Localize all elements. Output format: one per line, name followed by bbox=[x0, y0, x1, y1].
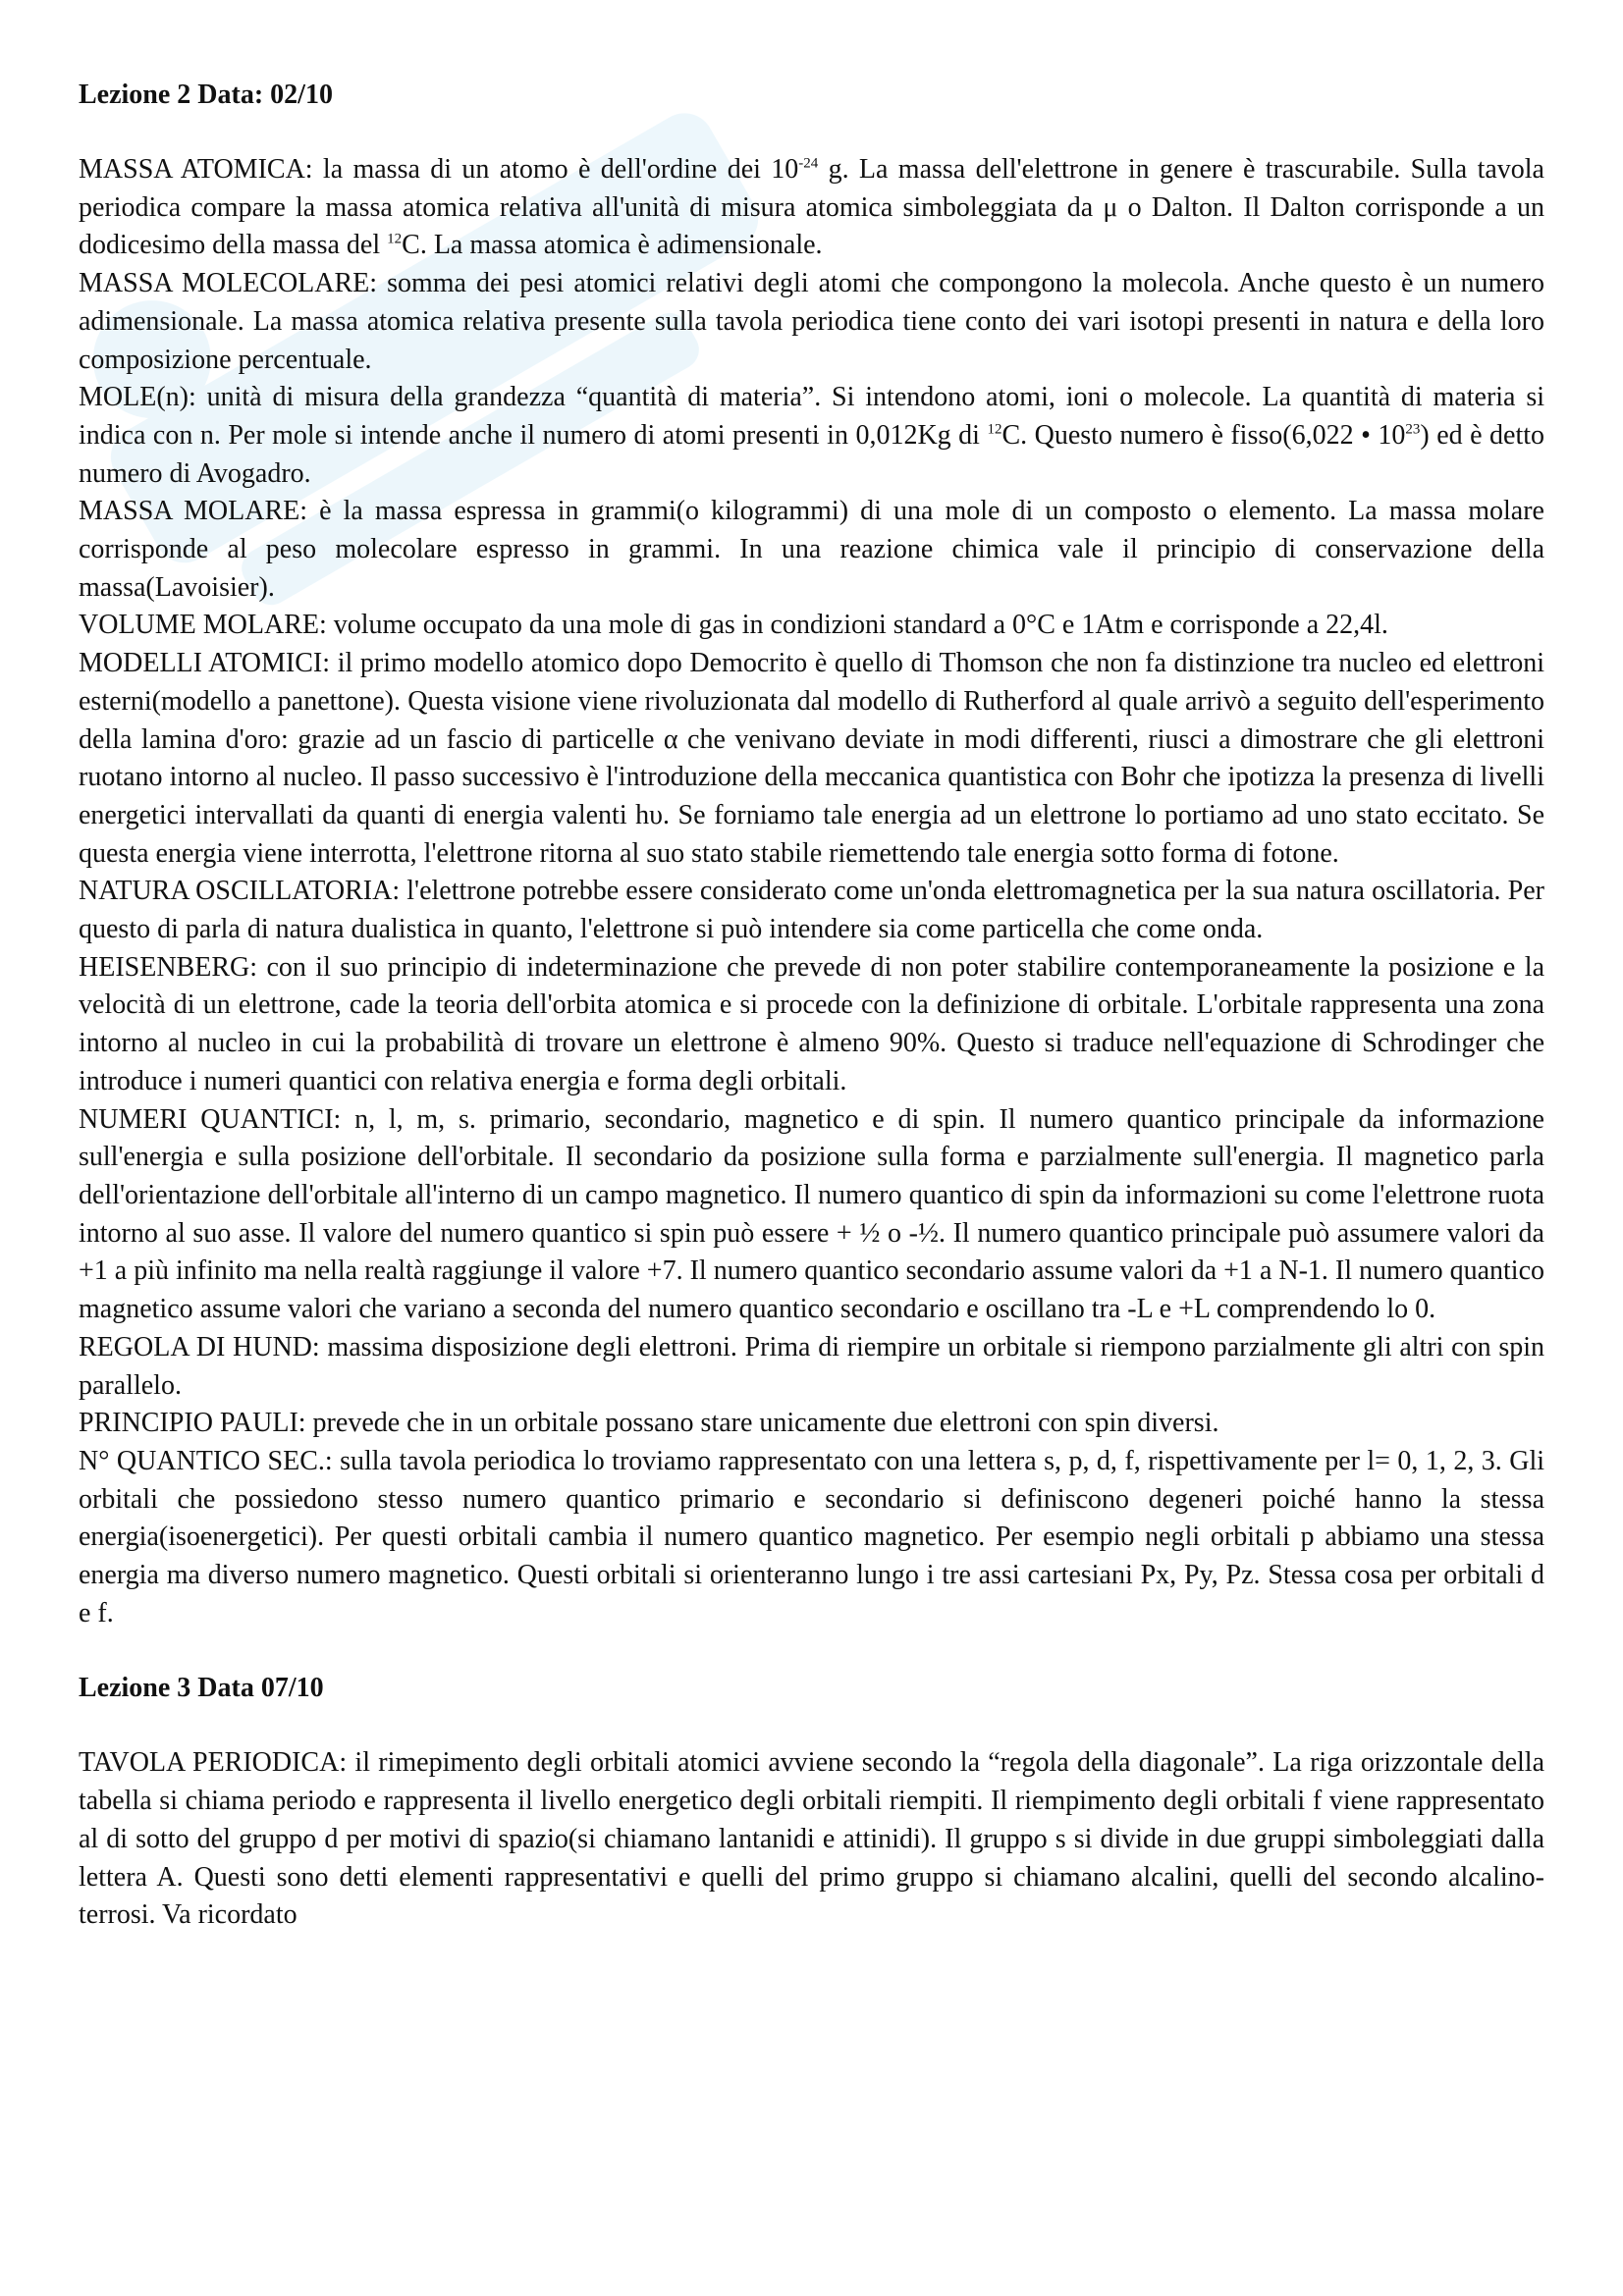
paragraph-massa-molecolare: MASSA MOLECOLARE: somma dei pesi atomici relativi degli atomi che compongono la molecola. Anche questo è un numero adimensionale. La massa atomica relativa presente sulla tavola periodica tiene conto dei vari isotopi presenti in natura e della loro composizione percentuale. bbox=[79, 268, 1544, 375]
paragraph-numeri-quantici: NUMERI QUANTICI: n, l, m, s. primario, secondario, magnetico e di spin. Il numero quantico principale da informazione sull'energia e sulla posizione dell'orbitale. Il secondario da posizione sulla forma e parzialmente sull'energia. Il magnetico parla dell'orientazione dell'orbitale all'interno di un campo magnetico. Il numero quantico di spin da informazioni su come l'elettrone ruota intorno al suo asse. Il valore del numero quantico si spin può essere + ½ o -½. Il numero quantico principale può assumere valori da +1 a più infinito ma nella realtà raggiunge il valore +7. Il numero quantico secondario assume valori da +1 a N-1. Il numero quantico magnetico assume valori che variano a seconda del numero quantico secondario e oscillano tra -L e +L comprendendo lo 0. bbox=[79, 1103, 1544, 1325]
paragraph-volume-molare: VOLUME MOLARE: volume occupato da una mole di gas in condizioni standard a 0°C e 1Atm e corrisponde a 22,4l. bbox=[79, 610, 1388, 641]
paragraph-principio-pauli: PRINCIPIO PAULI: prevede che in un orbitale possano stare unicamente due elettroni con spin diversi. bbox=[79, 1408, 1219, 1439]
paragraph-regola-hund: REGOLA DI HUND: massima disposizione degli elettroni. Prima di riempire un orbitale si riempono parzialmente gli altri con spin parallelo. bbox=[79, 1331, 1545, 1401]
term: NUMERI QUANTICI bbox=[79, 1103, 334, 1135]
document-page bbox=[79, 77, 1544, 1935]
lesson-heading: Lezione 2 Data: 02/10 bbox=[79, 80, 333, 110]
paragraph-quantico-sec: N° QUANTICO SEC.: sulla tavola periodica lo troviamo rappresentato con una lettera s, p, d, f, rispettivamente per l= 0, 1, 2, 3. Gli orbitali che possiedono stesso numero quantico primario e secondario si definiscono degeneri poiché hanno la stessa energia(isoenergetici). Per questi orbitali cambia il numero quantico magnetico. Per esempio negli orbitali p abbiamo una stessa energia ma diverso numero magnetico. Questi orbitali si orienteranno lungo i tre assi cartesiani Px, Py, Pz. Stessa cosa per orbitali d e f. bbox=[79, 1445, 1545, 1629]
lesson-heading: Lezione 3 Data 07/10 bbox=[79, 1673, 324, 1704]
paragraph-massa-atomica: MASSA ATOMICA: la massa di un atomo è dell'ordine dei $10^{-24}$ g. La massa dell'elettrone in genere è trascurabile. Sulla tavola periodica compare la massa atomica relativa all'unità di misura atomica simboleggiata da μ o Dalton. Il Dalton corrisponde a un dodicesimo della massa del $^{12}$C. La massa atomica è adimensionale. bbox=[79, 154, 1544, 261]
term: MASSA ATOMICA bbox=[79, 154, 305, 185]
term: PRINCIPIO PAULI bbox=[79, 1408, 298, 1439]
term: REGOLA DI HUND bbox=[79, 1331, 312, 1362]
term: NATURA OSCILLATORIA bbox=[79, 876, 393, 907]
paragraph-heisenberg: HEISENBERG: con il suo principio di indeterminazione che prevede di non poter stabilire contemporaneamente la posizione e la velocità di un elettrone, cade la teoria dell'orbita atomica e si procede con la definizione di orbitale. L'orbitale rappresenta una zona intorno al nucleo in cui la probabilità di trovare un elettrone è almeno 90%. Questo si traduce nell'equazione di Schrodinger che introduce i numeri quantici con relativa energia e forma degli orbitali. bbox=[79, 951, 1544, 1096]
term: TAVOLA PERIODICA bbox=[79, 1747, 340, 1779]
paragraph-modelli-atomici: MODELLI ATOMICI: il primo modello atomico dopo Democrito è quello di Thomson che non fa distinzione tra nucleo ed elettroni esterni(modello a panettone). Questa visione viene rivoluzionata dal modello di Rutherford al quale arrivò a seguito dell'esperimento della lamina d'oro: grazie ad un fascio di particelle α che venivano deviate in modi differenti, riusci a dimostrare che gli elettroni ruotano intorno al nucleo. Il passo successivo è l'introduzione della meccanica quantistica con Bohr che ipotizza la presenza di livelli energetici intervallati da quanti di energia valenti hυ. Se forniamo tale energia ad un elettrone lo portiamo ad uno stato eccitato. Se questa energia viene interrotta, l'elettrone ritorna al suo stato stabile riemettendo tale energia sotto forma di fotone. bbox=[79, 648, 1544, 869]
paragraph-natura-oscillatoria: NATURA OSCILLATORIA: l'elettrone potrebbe essere considerato come un'onda elettromagnetica per la sua natura oscillatoria. Per questo di parla di natura dualistica in quanto, l'elettrone si può intendere sia come particella che come onda. bbox=[79, 876, 1544, 945]
term: MASSA MOLARE bbox=[79, 496, 300, 527]
term: VOLUME MOLARE bbox=[79, 610, 319, 641]
term: N° QUANTICO SEC. bbox=[79, 1445, 325, 1476]
paragraph-tavola-periodica: TAVOLA PERIODICA: il rimepimento degli orbitali atomici avviene secondo la “regola della diagonale”. La riga orizzontale della tabella si chiama periodo e rappresenta il livello energetico degli orbitali riempiti. Il riempimento degli orbitali f viene rappresentato al di sotto del gruppo d per motivi di spazio(si chiamano lantanidi e attinidi). Il gruppo s si divide in due gruppi simboleggiati dalla lettera A. Questi sono detti elementi rappresentativi e quelli del primo gruppo si chiamano alcalini, quelli del secondo alcalino-terrosi. Va ricordato bbox=[79, 1747, 1545, 1931]
term: HEISENBERG bbox=[79, 951, 250, 983]
term: MOLE(n) bbox=[79, 382, 189, 413]
term: MODELLI ATOMICI bbox=[79, 648, 323, 679]
term: MASSA MOLECOLARE bbox=[79, 268, 370, 299]
paragraph-massa-molare: MASSA MOLARE: è la massa espressa in grammi(o kilogrammi) di una mole di un composto o elemento. La massa molare corrisponde al peso molecolare espresso in grammi. In una reazione chimica vale il principio di conservazione della massa(Lavoisier). bbox=[79, 496, 1544, 603]
paragraph-mole: MOLE(n): unità di misura della grandezza “quantità di materia”. Si intendono atomi, ioni o molecole. La quantità di materia si indica con n. Per mole si intende anche il numero di atomi presenti in 0,012Kg di $^{12}$C. Questo numero è fisso(6,022 • $10^{23}$) ed è detto numero di Avogadro. bbox=[79, 382, 1545, 489]
